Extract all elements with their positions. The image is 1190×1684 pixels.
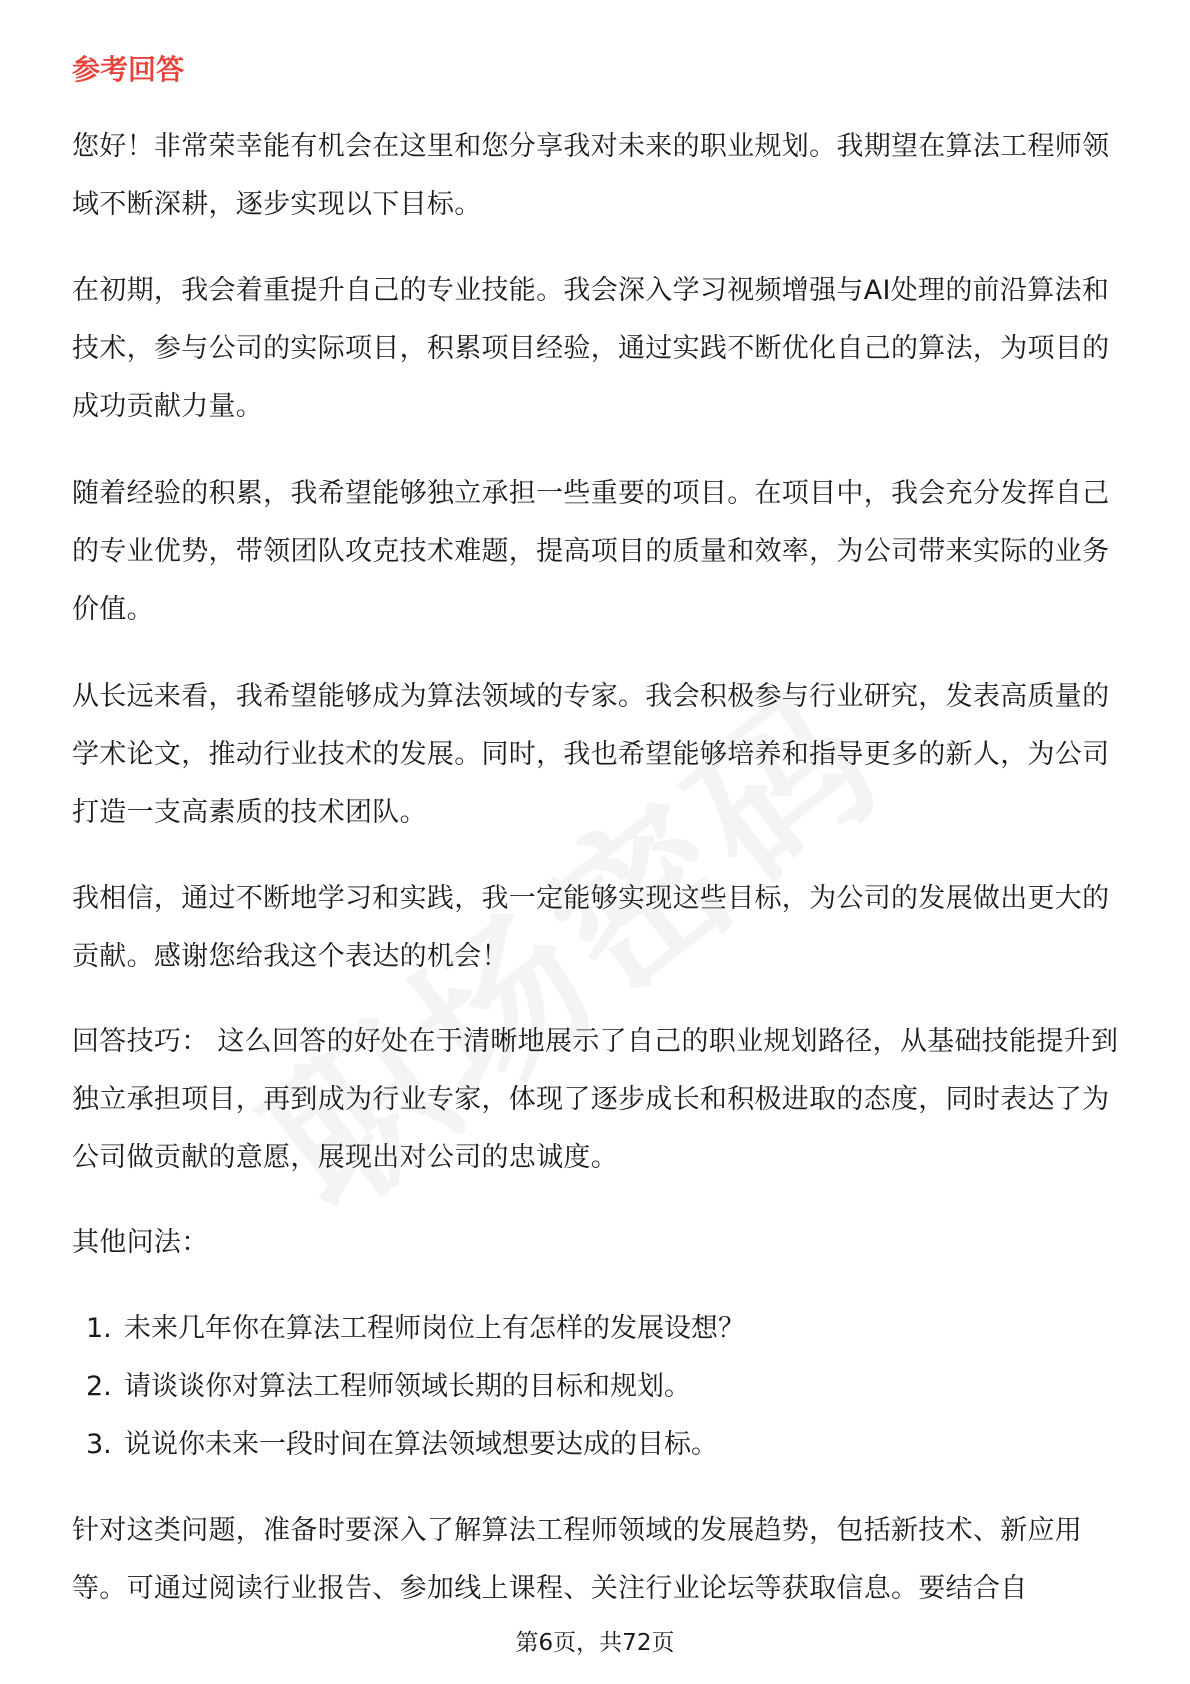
answer-paragraph-intro: 您好！非常荣幸能有机会在这里和您分享我对未来的职业规划。我期望在算法工程师领域不断深耕，逐步实现以下目标。: [72, 131, 1110, 220]
alternative-questions-list: [86, 1300, 1116, 1474]
preparation-advice-paragraph: 针对这类问题，准备时要深入了解算法工程师领域的发展趋势，包括新技术、新应用等。可通过阅读行业报告、参加线上课程、关注行业论坛等获取信息。要结合自: [72, 1515, 1083, 1604]
list-item-text: 请谈谈你对算法工程师领域长期的目标和规划。: [124, 1371, 691, 1402]
list-item-number: 1.: [86, 1313, 112, 1344]
answer-paragraph-early-stage: 在初期，我会着重提升自己的专业技能。我会深入学习视频增强与AI处理的前沿算法和技术，参与公司的实际项目，积累项目经验，通过实践不断优化自己的算法，为项目的成功贡献力量。: [72, 275, 1110, 422]
list-item: [86, 1416, 1116, 1474]
list-item: [86, 1358, 1116, 1416]
answer-tips-paragraph: 回答技巧： 这么回答的好处在于清晰地展示了自己的职业规划路径，从基础技能提升到独立承担项目，再到成为行业专家，体现了逐步成长和积极进取的态度，同时表达了为公司做贡献的意愿，展现出对公司的忠诚度。: [72, 1026, 1119, 1173]
answer-paragraph-mid-stage: 随着经验的积累，我希望能够独立承担一些重要的项目。在项目中，我会充分发挥自己的专业优势，带领团队攻克技术难题，提高项目的质量和效率，为公司带来实际的业务价值。: [72, 478, 1110, 625]
other-questions-heading: 其他问法：: [72, 1227, 209, 1258]
section-title: 参考回答: [72, 53, 185, 86]
list-item-number: 2.: [86, 1371, 112, 1402]
list-item-text: 未来几年你在算法工程师岗位上有怎样的发展设想？: [124, 1313, 745, 1344]
page-number-footer: 第6页，共72页: [515, 1630, 675, 1656]
list-item-number: 3.: [86, 1429, 112, 1460]
answer-paragraph-closing: 我相信，通过不断地学习和实践，我一定能够实现这些目标，为公司的发展做出更大的贡献。感谢您给我这个表达的机会！: [72, 883, 1110, 972]
list-item: [86, 1300, 1116, 1358]
answer-paragraph-long-term: 从长远来看，我希望能够成为算法领域的专家。我会积极参与行业研究，发表高质量的学术论文，推动行业技术的发展。同时，我也希望能够培养和指导更多的新人，为公司打造一支高素质的技术团队。: [72, 681, 1110, 828]
list-item-text: 说说你未来一段时间在算法领域想要达成的目标。: [124, 1429, 718, 1460]
